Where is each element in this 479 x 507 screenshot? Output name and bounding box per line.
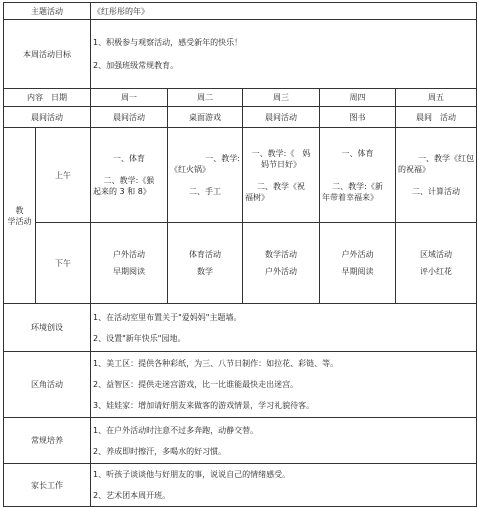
am-thu-line: 年带着幸福来》 bbox=[322, 192, 378, 202]
am-thu-line: 二、教学:《新 bbox=[332, 181, 383, 191]
content-date-header: 内容 日期 bbox=[4, 89, 91, 107]
pm-mon-line: 早期阅读 bbox=[113, 267, 145, 276]
theme-value: 《红彤彤的年》 bbox=[91, 3, 477, 20]
am-tue-line: 一、教学: bbox=[205, 154, 240, 163]
am-thu bbox=[320, 128, 396, 223]
goals-list bbox=[91, 20, 477, 89]
am-fri-line: 的祝福》 bbox=[398, 165, 430, 174]
environment-row bbox=[4, 304, 477, 352]
am-label: 上午 bbox=[36, 128, 91, 223]
pm-wed-line: 户外活动 bbox=[265, 267, 297, 276]
am-tue bbox=[168, 128, 243, 223]
area-list bbox=[91, 352, 477, 418]
routine-list bbox=[91, 418, 477, 464]
pm-fri-line: 区域活动 bbox=[420, 250, 453, 259]
pm-label: 下午 bbox=[36, 223, 91, 304]
parents-row bbox=[4, 464, 477, 507]
pm-fri-line: 评小红花 bbox=[420, 267, 453, 276]
pm-tue bbox=[168, 223, 243, 304]
environment-label: 环境创设 bbox=[4, 304, 91, 352]
am-fri-line: 一、教学《红包 bbox=[418, 154, 475, 163]
am-mon-line bbox=[93, 164, 165, 175]
pm-wed bbox=[243, 223, 320, 304]
environment-list bbox=[91, 304, 477, 352]
pm-wed-line: 数学活动 bbox=[265, 250, 297, 259]
routine-label: 常规培养 bbox=[4, 418, 91, 464]
day-header-wed: 周三 bbox=[243, 89, 320, 107]
area-item: 2、益智区：提供走迷宫游戏，比一比谁能最快走出迷宫。 bbox=[93, 380, 299, 389]
am-tue-line: 二、手工 bbox=[189, 187, 221, 196]
am-tue-line bbox=[170, 175, 240, 186]
theme-label: 主题活动 bbox=[4, 3, 91, 20]
morning-thu: 图书 bbox=[320, 107, 396, 128]
parents-item: 2、艺术团本周开班。 bbox=[93, 491, 171, 500]
morning-fri: 晨间 活动 bbox=[396, 107, 477, 128]
environment-item: 2、设置"新年快乐"园地。 bbox=[93, 333, 186, 343]
am-wed bbox=[243, 128, 320, 223]
day-header-tue: 周二 bbox=[168, 89, 243, 107]
routine-item: 1、在户外活动时注意不过多奔跑，动静交替。 bbox=[93, 425, 259, 435]
pm-thu-line: 早期阅读 bbox=[341, 267, 374, 276]
area-item: 1、美工区：提供各种彩纸，为三、八节日制作：如拉花、彩链、等。 bbox=[93, 359, 339, 368]
goals-row bbox=[4, 20, 477, 89]
am-thu-line bbox=[322, 170, 393, 181]
am-mon-line: 二、教学:《猴 bbox=[103, 176, 155, 185]
morning-label: 晨间活动 bbox=[4, 107, 91, 128]
parents-list bbox=[91, 464, 477, 507]
pm-mon-line: 户外活动 bbox=[113, 250, 145, 259]
am-fri-line: 二、计算活动 bbox=[412, 187, 461, 196]
am-mon-line: 一、体育 bbox=[113, 154, 145, 163]
morning-row bbox=[4, 107, 477, 128]
am-wed-line: 一、教学:《 妈 bbox=[251, 148, 311, 158]
am-thu-line: 一、体育 bbox=[341, 148, 374, 158]
pm-thu bbox=[320, 223, 396, 304]
am-mon-line: 起来的 3 和 8》 bbox=[93, 187, 151, 196]
environment-item: 1、在活动室里布置关于"爱妈妈"主题墙。 bbox=[93, 312, 242, 322]
routine-row bbox=[4, 418, 477, 464]
am-thu-line bbox=[322, 159, 393, 170]
pm-tue-line: 数学 bbox=[197, 267, 213, 276]
am-fri bbox=[396, 128, 477, 223]
parents-label: 家长工作 bbox=[4, 464, 91, 507]
am-fri-line bbox=[398, 175, 474, 186]
day-header-mon: 周一 bbox=[91, 89, 168, 107]
teaching-label bbox=[4, 128, 36, 304]
pm-thu-line: 户外活动 bbox=[341, 250, 374, 259]
teaching-label-top: 教 bbox=[15, 205, 24, 215]
day-header-row bbox=[4, 89, 477, 107]
pm-tue-line: 体育活动 bbox=[189, 250, 221, 259]
morning-tue: 桌面游戏 bbox=[168, 107, 243, 128]
morning-mon: 晨间活动 bbox=[91, 107, 168, 128]
theme-row bbox=[4, 3, 477, 20]
day-header-thu: 周四 bbox=[320, 89, 396, 107]
goals-label: 本周活动目标 bbox=[4, 20, 91, 89]
area-label: 区角活动 bbox=[4, 352, 91, 418]
am-tue-line: 《红火锅》 bbox=[170, 165, 210, 174]
day-header-fri: 周五 bbox=[396, 89, 477, 107]
goal-item: 2、加强班级常规教育。 bbox=[93, 61, 179, 70]
pm-fri bbox=[396, 223, 477, 304]
parents-item: 1、听孩子谈谈他与好朋友的事，说说自己的情绪感受。 bbox=[93, 470, 291, 479]
area-row bbox=[4, 352, 477, 418]
area-item: 3、娃娃家：增加请好朋友来做客的游戏情景，学习礼貌待客。 bbox=[93, 401, 315, 410]
weekly-plan-table bbox=[3, 2, 477, 507]
am-wed-line bbox=[245, 170, 317, 181]
routine-item: 2、养成即时擦汗，多喝水的好习惯。 bbox=[93, 446, 227, 456]
pm-mon bbox=[91, 223, 168, 304]
goal-item: 1、积极参与观察活动，感受新年的快乐！ bbox=[93, 38, 243, 47]
am-wed-line: 福树》 bbox=[245, 192, 269, 202]
teaching-am-row bbox=[4, 128, 477, 223]
am-wed-line: 二、教学《祝 bbox=[257, 181, 305, 191]
teaching-label-bottom: 学活动 bbox=[7, 216, 32, 226]
am-mon bbox=[91, 128, 168, 223]
am-wed-line: 妈节日好》 bbox=[261, 159, 301, 169]
teaching-pm-row bbox=[4, 223, 477, 304]
morning-wed: 晨间活动 bbox=[243, 107, 320, 128]
